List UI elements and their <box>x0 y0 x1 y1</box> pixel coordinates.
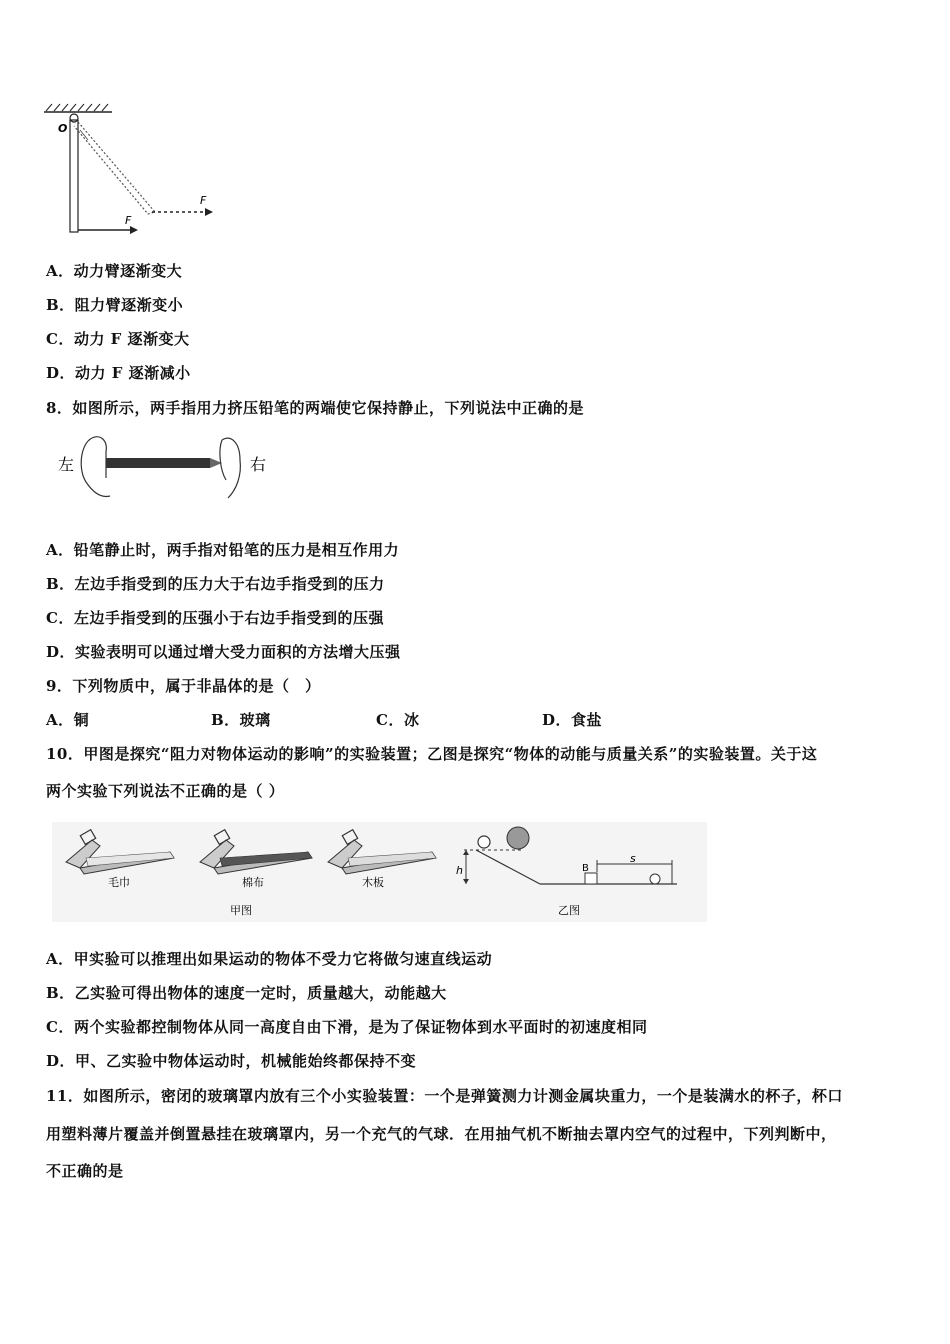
q11-stem-line2: 用塑料薄片覆盖并倒置悬挂在玻璃罩内，另一个充气的气球．在用抽气机不断抽去罩内空气的过程中，下列判断中， <box>46 1125 837 1143</box>
q8-option-c: C．左边手指受到的压强小于右边手指受到的压强 <box>46 609 384 627</box>
pencil-figure <box>50 430 280 510</box>
q10-surface-cotton: 棉布 <box>242 876 264 889</box>
q10-option-d: D．甲、乙实验中物体运动时，机械能始终都保持不变 <box>46 1052 417 1070</box>
q7-option-c: C．动力 F 逐渐变大 <box>46 330 190 348</box>
q10-option-a: A．甲实验可以推理出如果运动的物体不受力它将做匀速直线运动 <box>46 950 493 968</box>
lever-figure <box>40 100 230 240</box>
q10-label-jia: 甲图 <box>230 904 252 917</box>
q9-option-d: D．食盐 <box>542 711 603 729</box>
lever-label-f-top: F <box>200 194 207 207</box>
q10-surface-wood: 木板 <box>362 876 384 889</box>
q10-option-b: B．乙实验可得出物体的速度一定时，质量越大，动能越大 <box>46 984 447 1002</box>
q8-option-b: B．左边手指受到的压力大于右边手指受到的压力 <box>46 575 385 593</box>
q10-figure <box>52 822 707 922</box>
q11-stem-line3: 不正确的是 <box>46 1162 124 1180</box>
q10-label-yi: 乙图 <box>558 904 580 917</box>
q8-option-d: D．实验表明可以通过增大受力面积的方法增大压强 <box>46 643 401 661</box>
q7-option-a: A．动力臂逐渐变大 <box>46 262 183 280</box>
q9-option-b: B．玻璃 <box>211 711 271 729</box>
q7-option-d: D．动力 F 逐渐减小 <box>46 364 191 382</box>
q10-label-h: h <box>456 864 463 877</box>
q10-stem-line1: 10．甲图是探究“阻力对物体运动的影响”的实验装置；乙图是探究“物体的动能与质量关系”的实验装置。关于这 <box>46 745 818 763</box>
q10-label-s: s <box>630 852 636 865</box>
q9-options <box>46 709 646 729</box>
q10-surface-towel: 毛巾 <box>108 876 130 889</box>
q9-option-c: C．冰 <box>376 711 420 729</box>
q9-stem: 9．下列物质中，属于非晶体的是（ ） <box>46 677 321 695</box>
lever-label-o: O <box>58 122 68 135</box>
q9-option-a: A．铜 <box>46 711 90 729</box>
pencil-label-right: 右 <box>250 455 267 474</box>
q10-label-b: B <box>582 863 589 874</box>
pencil-label-left: 左 <box>58 455 75 474</box>
lever-label-f-bottom: F <box>125 214 132 227</box>
q8-option-a: A．铅笔静止时，两手指对铅笔的压力是相互作用力 <box>46 541 400 559</box>
q11-stem-line1: 11．如图所示，密闭的玻璃罩内放有三个小实验装置：一个是弹簧测力计测金属块重力，一个是装满水的杯子，杯口 <box>46 1087 843 1105</box>
q7-option-b: B．阻力臂逐渐变小 <box>46 296 184 314</box>
q10-option-c: C．两个实验都控制物体从同一高度自由下滑，是为了保证物体到水平面时的初速度相同 <box>46 1018 648 1036</box>
q10-stem-line2: 两个实验下列说法不正确的是（ ） <box>46 782 285 800</box>
q8-stem: 8．如图所示，两手指用力挤压铅笔的两端使它保持静止，下列说法中正确的是 <box>46 399 584 417</box>
